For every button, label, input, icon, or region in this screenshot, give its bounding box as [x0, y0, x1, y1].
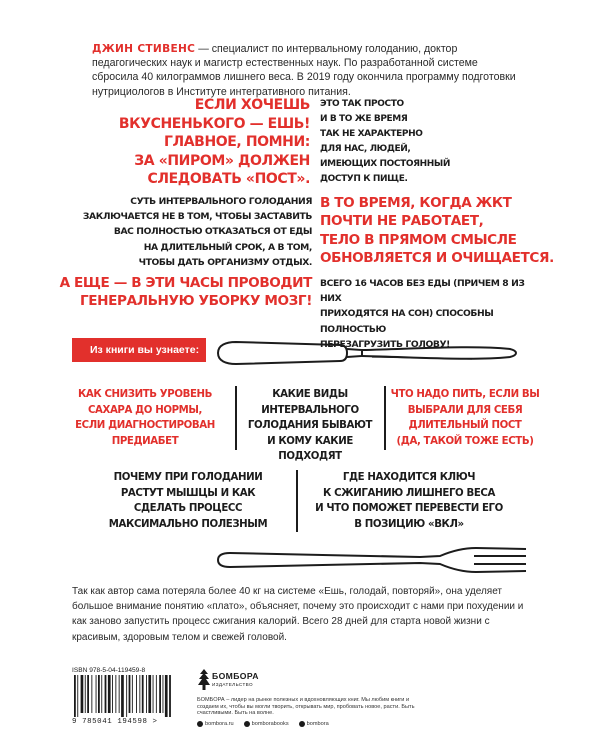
- fork-icon: [214, 544, 532, 576]
- quote-line: ОБНОВЛЯЕТСЯ И ОЧИЩАЕТСЯ.: [320, 250, 554, 267]
- learn-line: В ПОЗИЦИЮ «ВКЛ»: [354, 518, 464, 530]
- divider: [296, 470, 298, 532]
- learn-line: САХАРА ДО НОРМЫ,: [87, 404, 203, 416]
- quote-line: ЗА «ПИРОМ» ДОЛЖЕН: [134, 152, 310, 169]
- publisher-description: БОМБОРА – лидер на рынке полезных и вдохновляющих книг. Мы любим книги и создаем их, чтобы вы могли творить, открывать мир, пробовать новое, расти. Быть счастливыми. Быть на волне.: [197, 697, 415, 717]
- author-name: ДЖИН СТИВЕНС: [92, 43, 196, 55]
- pull-quote-renewal: [320, 194, 560, 268]
- note-line: ДЛЯ НАС, ЛЮДЕЙ,: [320, 144, 411, 154]
- publisher-sub: ИЗДАТЕЛЬСТВО: [212, 682, 253, 687]
- learn-item-key: [304, 470, 514, 532]
- summary-text: Так как автор сама потеряла более 40 кг на системе «Ешь, голодай, повторяй», она уделяет большое внимание понятию «плато», объясняет, почему это происходит с нами при похудении и как заново запустить процесс сжигания калорий. Всего 28 дней для старта новой жизни с красивым, здоровым телом и свежей головой.: [72, 586, 524, 643]
- learn-line: И ЧТО ПОМОЖЕТ ПЕРЕВЕСТИ ЕГО: [315, 503, 503, 515]
- side-note-simple: [320, 97, 520, 187]
- learn-line: ЕСЛИ ДИАГНОСТИРОВАН: [75, 420, 215, 432]
- social-icon: [299, 721, 305, 727]
- note-line: ЗАКЛЮЧАЕТСЯ НЕ В ТОМ, ЧТОБЫ ЗАСТАВИТЬ: [82, 211, 312, 223]
- publisher-name: БОМБОРА: [212, 671, 259, 681]
- quote-line: ЕСЛИ ХОЧЕШЬ: [194, 97, 310, 113]
- learn-line: ИНТЕРВАЛЬНОГО: [261, 404, 359, 416]
- quote-line: ТЕЛО В ПРЯМОМ СМЫСЛЕ: [320, 231, 517, 248]
- learn-line: ВЫБРАЛИ ДЛЯ СЕБЯ: [407, 404, 523, 416]
- note-line: ПЕРЕЗАГРУЗИТЬ ГОЛОВУ!: [320, 338, 450, 350]
- learn-tag: Из книги вы узнаете:: [72, 338, 206, 362]
- essence-text: [52, 194, 312, 270]
- learn-item-sugar: [60, 387, 230, 449]
- note-line: НА ДЛИТЕЛЬНЫЙ СРОК, А В ТОМ,: [143, 241, 312, 253]
- learn-item-drink: [385, 387, 545, 449]
- social-link-bombora[interactable]: [299, 721, 329, 727]
- learn-line: МАКСИМАЛЬНО ПОЛЕЗНЫМ: [108, 518, 268, 530]
- learn-item-types: [235, 387, 385, 465]
- quote-line: ВКУСНЕНЬКОГО — ЕШЬ!: [118, 115, 310, 132]
- quote-line: ПОЧТИ НЕ РАБОТАЕТ,: [320, 213, 484, 230]
- globe-icon: [197, 721, 203, 727]
- quote-line: В ТО ВРЕМЯ, КОГДА ЖКТ: [320, 195, 512, 211]
- author-bio-text: — специалист по интервальному голоданию, доктор педагогических наук и магистр естественных наук. По разработанной системе сбросила 40 килограммов лишнего веса. В 2019 году окончила программу подготовки нутрициологов в Институте интегративного питания.: [92, 43, 516, 98]
- isbn-label: ISBN 978-5-04-119459-8: [72, 667, 146, 674]
- learn-line: ГДЕ НАХОДИТСЯ КЛЮЧ: [342, 472, 476, 483]
- social-links: [197, 721, 329, 727]
- learn-line: СДЕЛАТЬ ПРОЦЕСС: [133, 503, 243, 515]
- note-line: ЭТО ТАК ПРОСТО: [320, 99, 404, 109]
- quote-line: ГЕНЕРАЛЬНУЮ УБОРКУ МОЗГ!: [80, 293, 312, 310]
- learn-line: КАК СНИЗИТЬ УРОВЕНЬ: [77, 389, 213, 400]
- social-link-books[interactable]: [244, 721, 289, 727]
- learn-line: ПРЕДИАБЕТ: [111, 435, 179, 447]
- note-line: ПРИХОДЯТСЯ НА СОН) СПОСОБНЫ ПОЛНОСТЬЮ: [320, 308, 494, 335]
- learn-line: РАСТУТ МЫШЦЫ И КАК: [120, 487, 256, 499]
- social-label: bombora.ru: [205, 721, 234, 727]
- quote-line: СЛЕДОВАТЬ «ПОСТ».: [147, 171, 310, 187]
- social-label: bomborabooks: [251, 721, 289, 727]
- learn-item-muscles: [98, 470, 278, 532]
- learn-line: И КОМУ КАКИЕ ПОДХОДЯТ: [267, 435, 353, 463]
- author-bio: [92, 42, 522, 99]
- note-line: ТАК НЕ ХАРАКТЕРНО: [320, 129, 423, 139]
- note-line: ЧТОБЫ ДАТЬ ОРГАНИЗМУ ОТДЫХ.: [138, 256, 312, 268]
- barcode-icon: [72, 675, 174, 717]
- learn-line: ДЛИТЕЛЬНЫЙ ПОСТ: [408, 420, 522, 432]
- learn-line: ГОЛОДАНИЯ БЫВАЮТ: [247, 420, 373, 432]
- note-line: СУТЬ ИНТЕРВАЛЬНОГО ГОЛОДАНИЯ: [130, 196, 312, 207]
- pull-quote-brain: [52, 274, 312, 311]
- note-line: И В ТО ЖЕ ВРЕМЯ: [320, 114, 408, 124]
- knife-icon: [212, 335, 524, 371]
- learn-line: ЧТО НАДО ПИТЬ, ЕСЛИ ВЫ: [390, 389, 540, 400]
- learn-line: КАКИЕ ВИДЫ: [272, 389, 348, 400]
- social-label: bombora: [306, 721, 329, 727]
- note-line: ВАС ПОЛНОСТЬЮ ОТКАЗАТЬСЯ ОТ ЕДЫ: [113, 226, 312, 238]
- social-icon: [244, 721, 250, 727]
- bombora-logo-icon: [197, 668, 211, 692]
- quote-line: ГЛАВНОЕ, ПОМНИ:: [163, 134, 310, 150]
- note-line: ДОСТУП К ПИЩЕ.: [320, 174, 408, 184]
- social-link-site[interactable]: [197, 721, 234, 727]
- learn-line: (ДА, ТАКОЙ ТОЖЕ ЕСТЬ): [396, 435, 534, 447]
- learn-line: К СЖИГАНИЮ ЛИШНЕГО ВЕСА: [323, 487, 495, 499]
- learn-line: ПОЧЕМУ ПРИ ГОЛОДАНИИ: [113, 472, 263, 483]
- note-line: ИМЕЮЩИХ ПОСТОЯННЫЙ: [320, 159, 450, 169]
- note-line: ВСЕГО 16 ЧАСОВ БЕЗ ЕДЫ (ПРИЧЕМ 8 ИЗ НИХ: [320, 278, 525, 305]
- barcode-number: 9 785041 194598 >: [72, 718, 158, 726]
- quote-line: А ЕЩЕ — В ЭТИ ЧАСЫ ПРОВОДИТ: [59, 275, 312, 291]
- pull-quote-feast: [80, 96, 310, 189]
